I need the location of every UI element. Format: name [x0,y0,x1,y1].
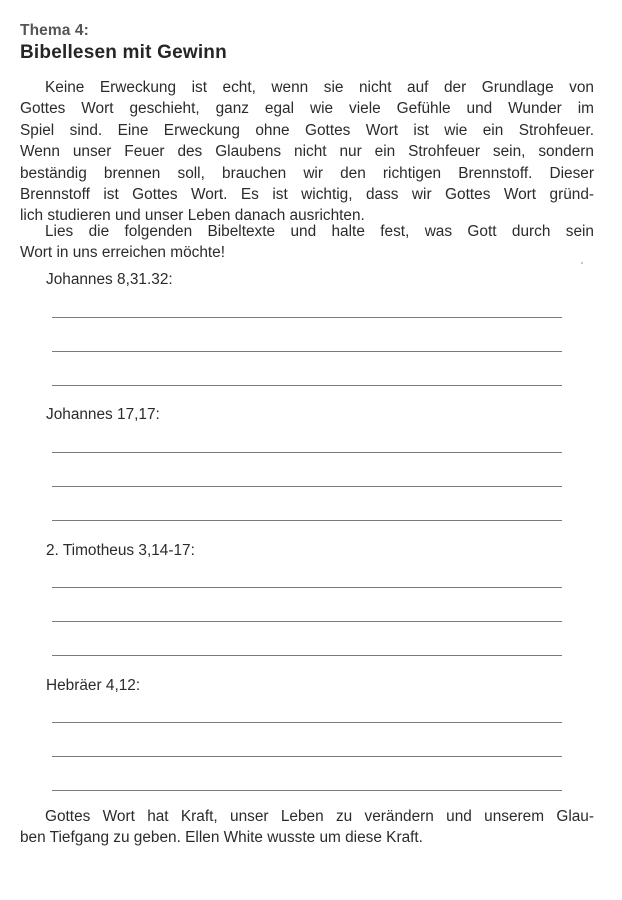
intro-line: Wenn unser Feuer des Glaubens nicht nur ein Strohfeuer sein, sondern [20,143,594,161]
answer-line[interactable] [52,351,562,352]
answer-line[interactable] [52,452,562,453]
answer-line[interactable] [52,655,562,656]
intro-line: Gottes Wort geschieht, ganz egal wie viele Gefühle und Wunder im [20,100,594,118]
instruction-paragraph [20,221,594,264]
answer-line[interactable] [52,317,562,318]
bible-reference-label: 2. Timotheus 3,14-17: [46,542,195,559]
closing-line: ben Tiefgang zu geben. Ellen White wusste um diese Kraft. [20,829,423,847]
answer-line[interactable] [52,621,562,622]
scan-speck [581,262,583,264]
answer-line[interactable] [52,587,562,588]
bible-reference-label: Johannes 17,17: [46,406,160,423]
intro-line: Brennstoff ist Gottes Wort. Es ist wichtig, dass wir Gottes Wort gründ- [20,186,594,204]
instruction-line: Wort in uns erreichen möchte! [20,244,226,262]
intro-line: Spiel sind. Eine Erweckung ohne Gottes Wort ist wie ein Strohfeuer. [20,121,594,139]
bible-reference-label: Johannes 8,31.32: [46,271,173,288]
closing-line: Gottes Wort hat Kraft, unser Leben zu verändern und unserem Glau- [45,808,594,825]
answer-line[interactable] [52,520,562,521]
answer-line[interactable] [52,790,562,791]
answer-line[interactable] [52,486,562,487]
intro-line: beständig brennen soll, brauchen wir den richtigen Brennstoff. Dieser [20,164,594,182]
closing-paragraph [20,806,594,849]
answer-line[interactable] [52,756,562,757]
instruction-line: Lies die folgenden Bibeltexte und halte fest, was Gott durch sein [45,223,594,240]
intro-line: Keine Erweckung ist echt, wenn sie nicht auf der Grundlage von [45,79,594,96]
page-title: Bibellesen mit Gewinn [20,42,227,63]
intro-paragraph [20,77,594,227]
intro-line: lich studieren und unser Leben danach ausrichten. [20,207,365,225]
answer-line[interactable] [52,385,562,386]
bible-reference-label: Hebräer 4,12: [46,677,141,694]
topic-label: Thema 4: [20,22,89,39]
answer-line[interactable] [52,722,562,723]
